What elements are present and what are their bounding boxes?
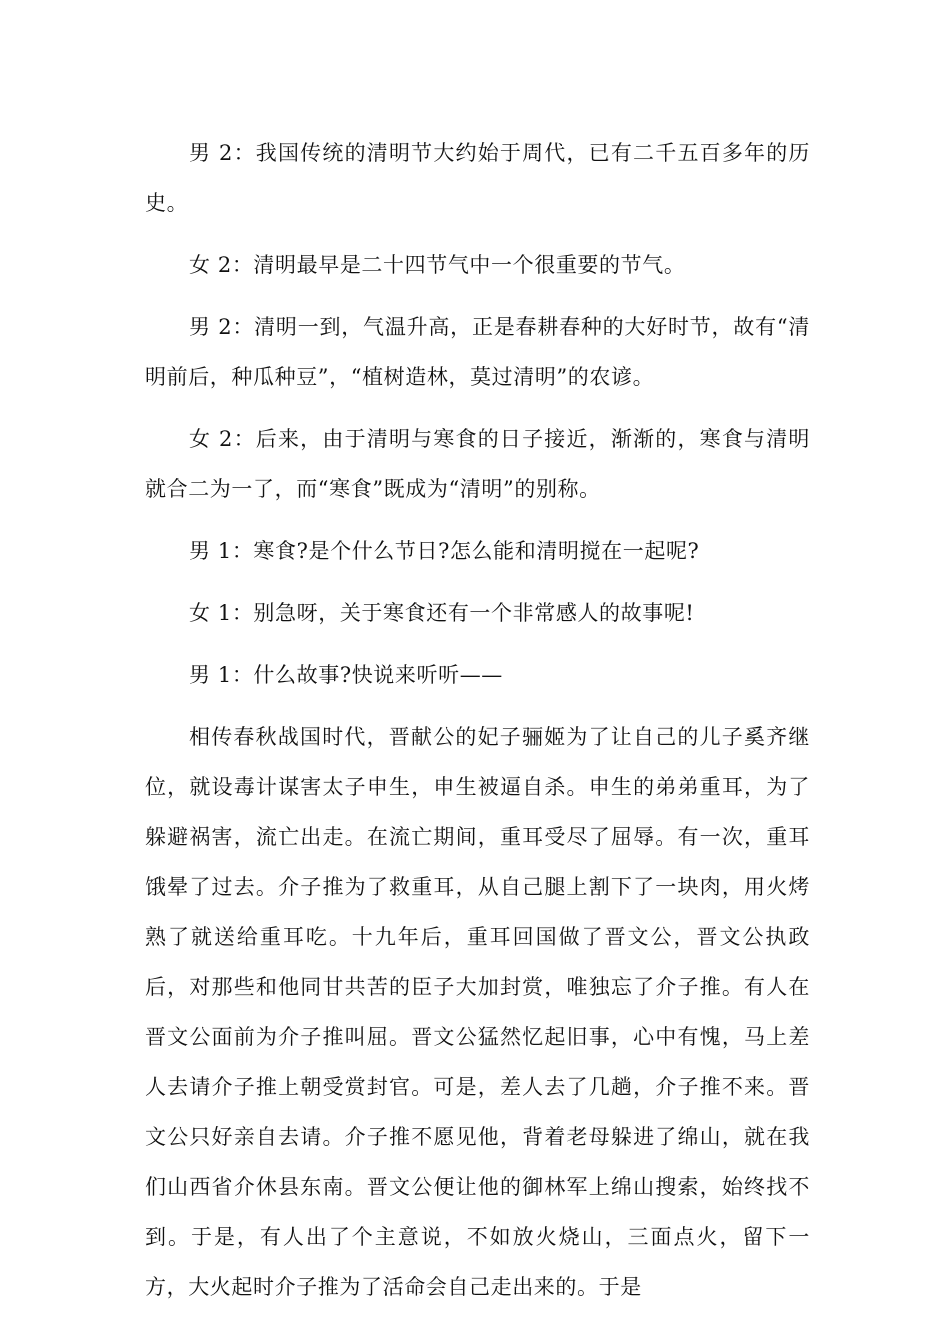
paragraph-1: 男 2：我国传统的清明节大约始于周代，已有二千五百多年的历史。	[145, 141, 810, 215]
paragraph-3: 男 2：清明一到，气温升高，正是春耕春种的大好时节，故有“清明前后，种瓜种豆”，“植树造林，莫过清明”的农谚。	[145, 315, 810, 389]
paragraph-5: 男 1：寒食?是个什么节日?怎么能和清明搅在一起呢?	[189, 539, 700, 563]
paragraph-2: 女 2：清明最早是二十四节气中一个很重要的节气。	[189, 253, 686, 277]
paragraph-7: 男 1：什么故事?快说来听听——	[189, 663, 503, 687]
paragraph-8: 相传春秋战国时代，晋献公的妃子骊姬为了让自己的儿子奚齐继位，就设毒计谋害太子申生，申生被逼自杀。申生的弟弟重耳，为了躲避祸害，流亡出走。在流亡期间，重耳受尽了屈辱。有一次，重耳饿晕了过去。介子推为了救重耳，从自己腿上割下了一块肉，用火烤熟了就送给重耳吃。十九年后，重耳回国做了晋文公，晋文公执政后，对那些和他同甘共苦的臣子大加封赏，唯独忘了介子推。有人在晋文公面前为介子推叫屈。晋文公猛然忆起旧事，心中有愧，马上差人去请介子推上朝受赏封官。可是，差人去了几趟，介子推不来。晋文公只好亲自去请。介子推不愿见他，背着老母躲进了绵山，就在我们山西省介休县东南。晋文公便让他的御林军上绵山搜索，始终找不到。于是，有人出了个主意说，不如放火烧山，三面点火，留下一方，大火起时介子推为了活命会自己走出来的。于是	[145, 725, 810, 1299]
document-body	[145, 128, 810, 1312]
paragraph-4: 女 2：后来，由于清明与寒食的日子接近，渐渐的，寒食与清明就合二为一了，而“寒食”既成为“清明”的别称。	[145, 427, 810, 501]
paragraph-6: 女 1：别急呀，关于寒食还有一个非常感人的故事呢!	[189, 601, 695, 625]
